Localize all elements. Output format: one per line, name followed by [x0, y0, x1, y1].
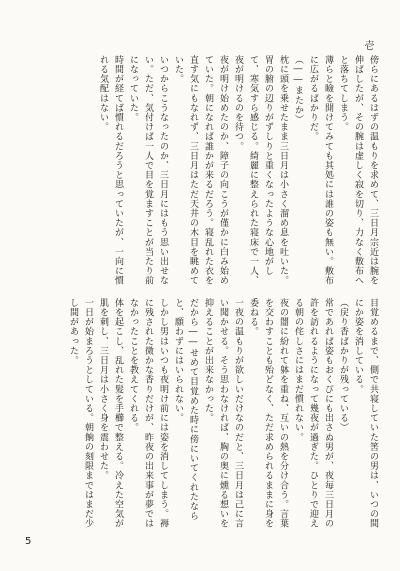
paragraph: 夜の闇に紛れて躰を重ね、互いの熱を分け合う。言葉を交わすことも殆どなく、ただ求められるままに身を委ねる。: [248, 298, 288, 529]
paragraph: だから――せめて目覚めた時に傍にいてくれたならと、願わずにはいられない。: [173, 298, 198, 521]
paragraph: 常であれば姿もおくびにも出さぬ男が、夜毎三日月の許を訪れるようになって幾夜が過ぎた。ひとりで迎える朝の侘しさにはまだ慣れない。: [293, 298, 333, 529]
paragraph: 傍らにあるはずの温もりを求めて、三日月宗近は腕を伸ばしたが、その腕は虚しく寂を切り、力なく敷布へと落ちてしまう。: [338, 55, 378, 286]
paragraph: （――またか）: [293, 55, 303, 125]
paragraph: （戻り香ばかりが残っている）: [338, 298, 348, 433]
paragraph: 一夜の温もりが欲しいだけなのだと、三日月は己に言い聞かせる。そう思わなければ、胸の奥に燻る想いを抑えることが出来なかった。: [203, 298, 243, 529]
chapter-number: 壱: [362, 40, 373, 52]
paragraph: 枕に頭を乗せたまま三日月は小さく溜め息を吐いた。胃の腑の辺りがずしりと重くなったような心地がして、寒気すら感じる。綺麗に整えられた寝床で一人、夜が明けるのを待つ。: [233, 55, 288, 286]
paragraph: いつからこうなったのか、三日月にはもう思い出せない。ただ、気付けば一人で目を覚ますことが当たり前になっていた。: [128, 55, 168, 286]
lower-text-block: [30, 298, 380, 530]
paragraph: 体を起こし、乱れた髪を手櫛で整える。冷えた空気が肌を刺し、三日月は小さく身を震わせた。: [98, 298, 123, 529]
paragraph: 目覚めるまで、側で共寝していた筈の男は、いつの間にか姿を消している。: [353, 298, 378, 529]
paragraph: しかし男はいつも夜明け前には姿を消してしまう。褥に残された微かな香りだけが、昨夜の出来事が夢ではなかったことを教えてくれる。: [128, 298, 168, 529]
paragraph: 時間が経てば慣れるだろうと思っていたが、一向に慣れる気配はない。: [98, 55, 123, 286]
page-number: 5: [25, 536, 32, 547]
paragraph: 薄らと瞼を開けてみても其処には誰の姿も無い。敷布に広がるばかりだ。: [308, 55, 333, 286]
paragraph: 一日が始まろうとしている。朝餉の刻限まではまだ少し間があった。: [68, 298, 93, 529]
upper-text-block: [60, 55, 380, 287]
paragraph: 夜が明け始めたのか、障子の向こうが僅かに白み始めていた。朝になれば誰かが来るだろう。寝乱れた衣を直す気にもなれず、三日月はただ天井の木目を眺めていた。: [173, 55, 228, 286]
